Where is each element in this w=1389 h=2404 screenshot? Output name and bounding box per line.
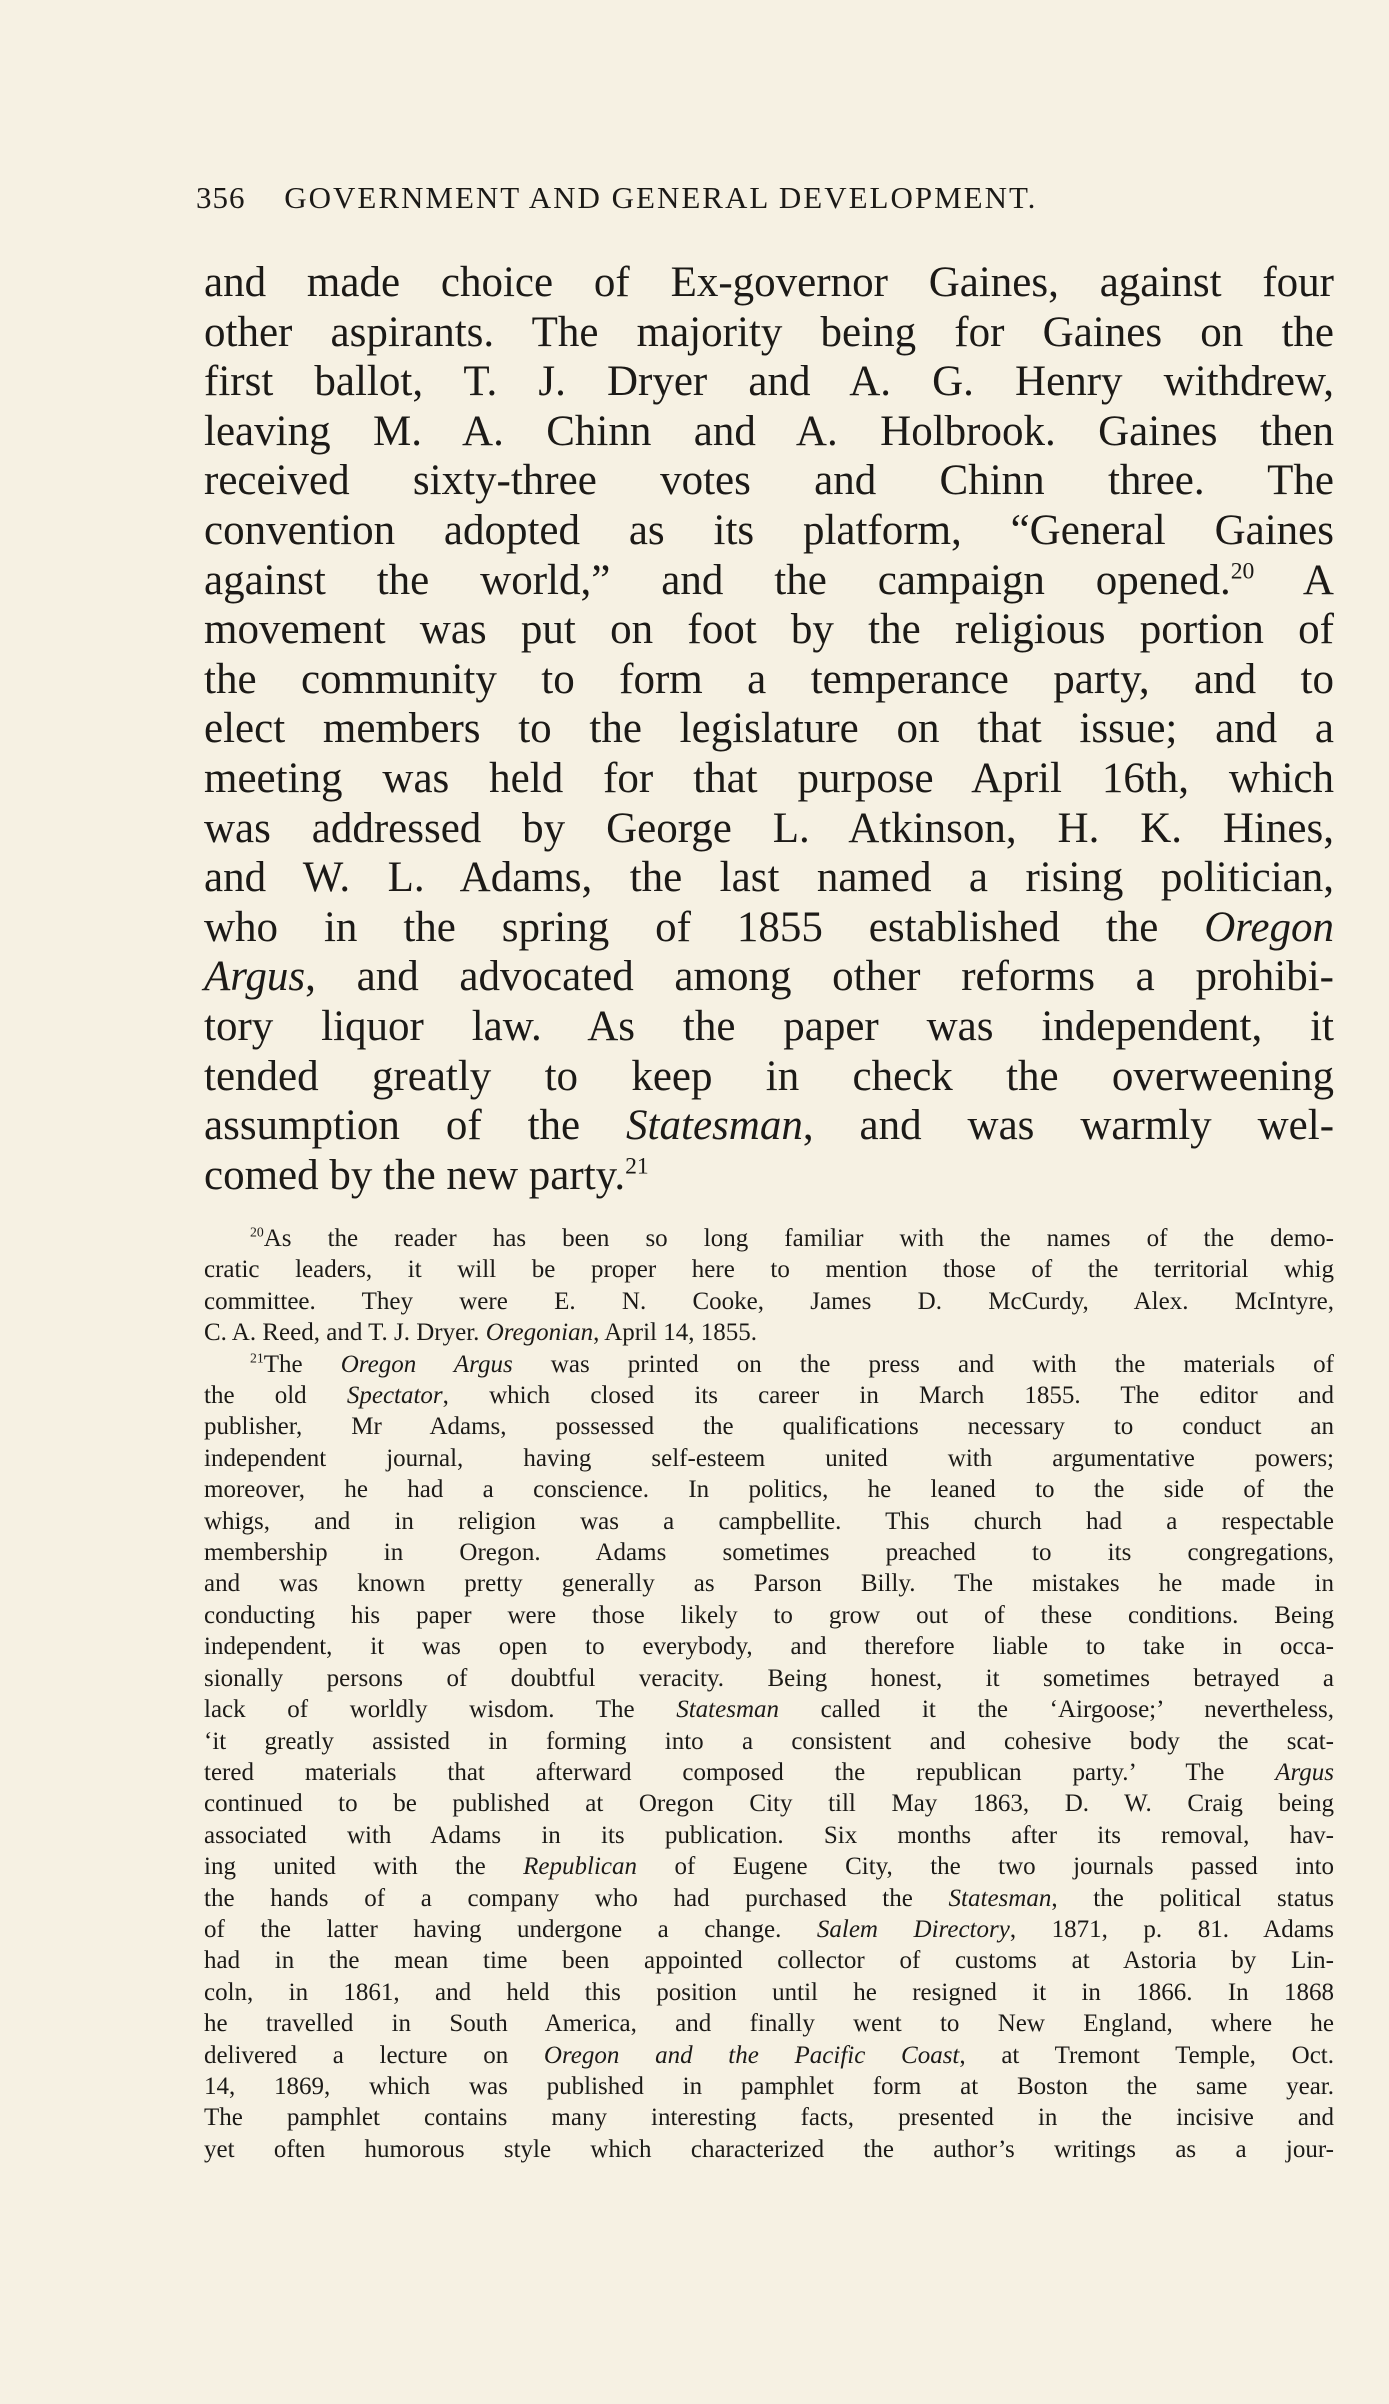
italic-title: Oregonian — [485, 1319, 594, 1347]
body-line: tended greatly to keep in check the overweening — [204, 1052, 1334, 1100]
footnote-line — [204, 1223, 1334, 1254]
body-text-segment: comed by the new party. — [204, 1151, 626, 1199]
footnotes — [204, 1223, 1334, 2165]
footnote-ref-20[interactable]: 20 — [1230, 558, 1255, 585]
footnote-line: independent, it was open to everybody, and therefore liable to take in occa- — [204, 1633, 1334, 1661]
footnote-line — [204, 1851, 1334, 1882]
body-line: first ballot, T. J. Dryer and A. G. Henry withdrew, — [204, 358, 1334, 406]
italic-title: Oregon — [1204, 903, 1335, 951]
footnote-text: C. A. Reed, and T. J. Dryer. — [204, 1319, 480, 1347]
footnote-line: sionally persons of doubtful veracity. Being honest, it sometimes betrayed a — [204, 1664, 1334, 1692]
footnote-line: 14, 1869, which was published in pamphlet form at Boston the same year. — [204, 2072, 1334, 2100]
footnote-text: As the reader has been so long familiar with the names of the demo- — [263, 1225, 1334, 1252]
footnote-line: membership in Oregon. Adams sometimes preached to its congregations, — [204, 1539, 1334, 1567]
footnote-line: and was known pretty generally as Parson Billy. The mistakes he made in — [204, 1570, 1334, 1598]
footnote-line: publisher, Mr Adams, possessed the qualifications necessary to conduct an — [204, 1413, 1334, 1441]
body-line: elect members to the legislature on that issue; and a — [204, 705, 1334, 753]
footnote-line: conducting his paper were those likely to grow out of these conditions. Being — [204, 1601, 1334, 1629]
footnote-line: yet often humorous style which characterized the author’s writings as a jour- — [204, 2135, 1334, 2163]
footnote-text: the hands of a company who had purchased the — [204, 1884, 913, 1912]
footnote-text: , the political status — [1051, 1884, 1335, 1912]
footnote-line — [204, 1757, 1334, 1788]
italic-title: Oregon and the Pacific Coast — [543, 2041, 960, 2069]
footnote-text: called it the ‘Airgoose;’ nevertheless, — [820, 1696, 1335, 1724]
body-line — [204, 1151, 1334, 1201]
page-number: 356 — [196, 180, 246, 215]
body-line: and made choice of Ex-governor Gaines, against four — [204, 259, 1334, 306]
running-head — [196, 180, 1196, 216]
body-line — [204, 1101, 1334, 1151]
body-line: tory liquor law. As the paper was independent, it — [204, 1002, 1334, 1050]
footnote-text: , 1871, p. 81. Adams — [1009, 1915, 1334, 1943]
italic-title: Statesman — [676, 1696, 780, 1724]
body-line: leaving M. A. Chinn and A. Holbrook. Gaines then — [204, 407, 1334, 455]
footnote-line — [204, 1914, 1334, 1945]
italic-title: Oregon Argus — [340, 1350, 513, 1378]
footnote-line: ‘it greatly assisted in forming into a consistent and cohesive body the scat- — [204, 1727, 1334, 1755]
italic-title: Salem Directory — [816, 1915, 1010, 1943]
body-text-segment: assumption of the — [204, 1102, 581, 1150]
footnote-text: , at Tremont Temple, Oct. — [959, 2041, 1334, 2069]
footnote-line: independent journal, having self-esteem united with argumentative powers; — [204, 1444, 1334, 1472]
italic-title: Republican — [523, 1853, 637, 1881]
footnote-line — [204, 1380, 1334, 1411]
footnote-line: cratic leaders, it will be proper here to mention those of the territorial whig — [204, 1256, 1334, 1284]
footnote-text: of Eugene City, the two journals passed into — [674, 1853, 1335, 1881]
footnote-line: he travelled in South America, and finally went to New England, where he — [204, 2010, 1334, 2038]
body-line — [204, 556, 1334, 606]
body-line: movement was put on foot by the religious portion of — [204, 606, 1334, 654]
footnote-line — [204, 1349, 1334, 1380]
body-text-segment: A — [1254, 556, 1334, 604]
italic-title: Statesman — [948, 1884, 1052, 1912]
footnote-text: tered materials that afterward composed the republican party.’ The — [204, 1758, 1225, 1786]
footnote-line: associated with Adams in its publication. Six months after its removal, hav- — [204, 1821, 1334, 1849]
footnote-text: , which closed its career in March 1855. The editor and — [442, 1382, 1335, 1410]
italic-title: Argus — [1275, 1758, 1335, 1786]
footnote-text: lack of worldly wisdom. The — [204, 1696, 635, 1724]
footnote-text: ing united with the — [204, 1853, 486, 1881]
footnote-line: continued to be published at Oregon City till May 1863, D. W. Craig being — [204, 1790, 1334, 1818]
footnote-line: whigs, and in religion was a campbellite. This church had a respectable — [204, 1507, 1334, 1535]
body-line — [204, 903, 1334, 953]
body-line: other aspirants. The majority being for Gaines on the — [204, 308, 1334, 356]
footnote-line — [204, 2040, 1334, 2071]
footnote-line — [204, 1317, 1334, 1348]
footnote-line: committee. They were E. N. Cooke, James D. McCurdy, Alex. McIntyre, — [204, 1287, 1334, 1315]
body-text-segment: , and was warmly wel- — [802, 1102, 1335, 1150]
footnote-text: delivered a lecture on — [204, 2041, 509, 2069]
running-title: GOVERNMENT AND GENERAL DEVELOPMENT. — [284, 180, 1038, 215]
body-line — [204, 952, 1334, 1002]
footnote-line: coln, in 1861, and held this position until he resigned it in 1866. In 1868 — [204, 1978, 1334, 2006]
body-text-segment: , and advocated among other reforms a prohibi- — [305, 953, 1334, 1001]
footnote-line: moreover, he had a conscience. In politics, he leaned to the side of the — [204, 1476, 1334, 1504]
footnote-text: the old — [204, 1382, 307, 1410]
footnote-line: The pamphlet contains many interesting facts, presented in the incisive and — [204, 2104, 1334, 2132]
footnote-text: was printed on the press and with the materials of — [550, 1350, 1335, 1378]
italic-title: Statesman — [626, 1102, 803, 1150]
footnote-marker-21: 21 — [250, 1350, 264, 1366]
footnote-text: The — [263, 1350, 303, 1378]
footnote-line: had in the mean time been appointed collector of customs at Astoria by Lin- — [204, 1947, 1334, 1975]
body-paragraph — [204, 258, 1334, 1200]
body-line: meeting was held for that purpose April 16th, which — [204, 754, 1334, 802]
footnote-ref-21[interactable]: 21 — [625, 1153, 649, 1180]
body-line: was addressed by George L. Atkinson, H. K. Hines, — [204, 804, 1334, 852]
body-line: and W. L. Adams, the last named a rising politician, — [204, 854, 1334, 902]
footnote-marker-20: 20 — [250, 1224, 264, 1240]
body-line: convention adopted as its platform, “General Gaines — [204, 506, 1334, 554]
italic-title: Argus — [204, 953, 306, 1001]
body-line: received sixty-three votes and Chinn three. The — [204, 457, 1334, 505]
footnote-text: of the latter having undergone a change. — [204, 1915, 782, 1943]
footnote-line — [204, 1694, 1334, 1725]
body-text-segment: against the world,” and the campaign opened. — [204, 556, 1231, 604]
body-text-segment: who in the spring of 1855 established the — [204, 903, 1159, 951]
body-line: the community to form a temperance party, and to — [204, 655, 1334, 703]
footnote-line — [204, 1883, 1334, 1914]
footnote-text: , April 14, 1855. — [593, 1319, 757, 1347]
italic-title: Spectator — [346, 1382, 443, 1410]
